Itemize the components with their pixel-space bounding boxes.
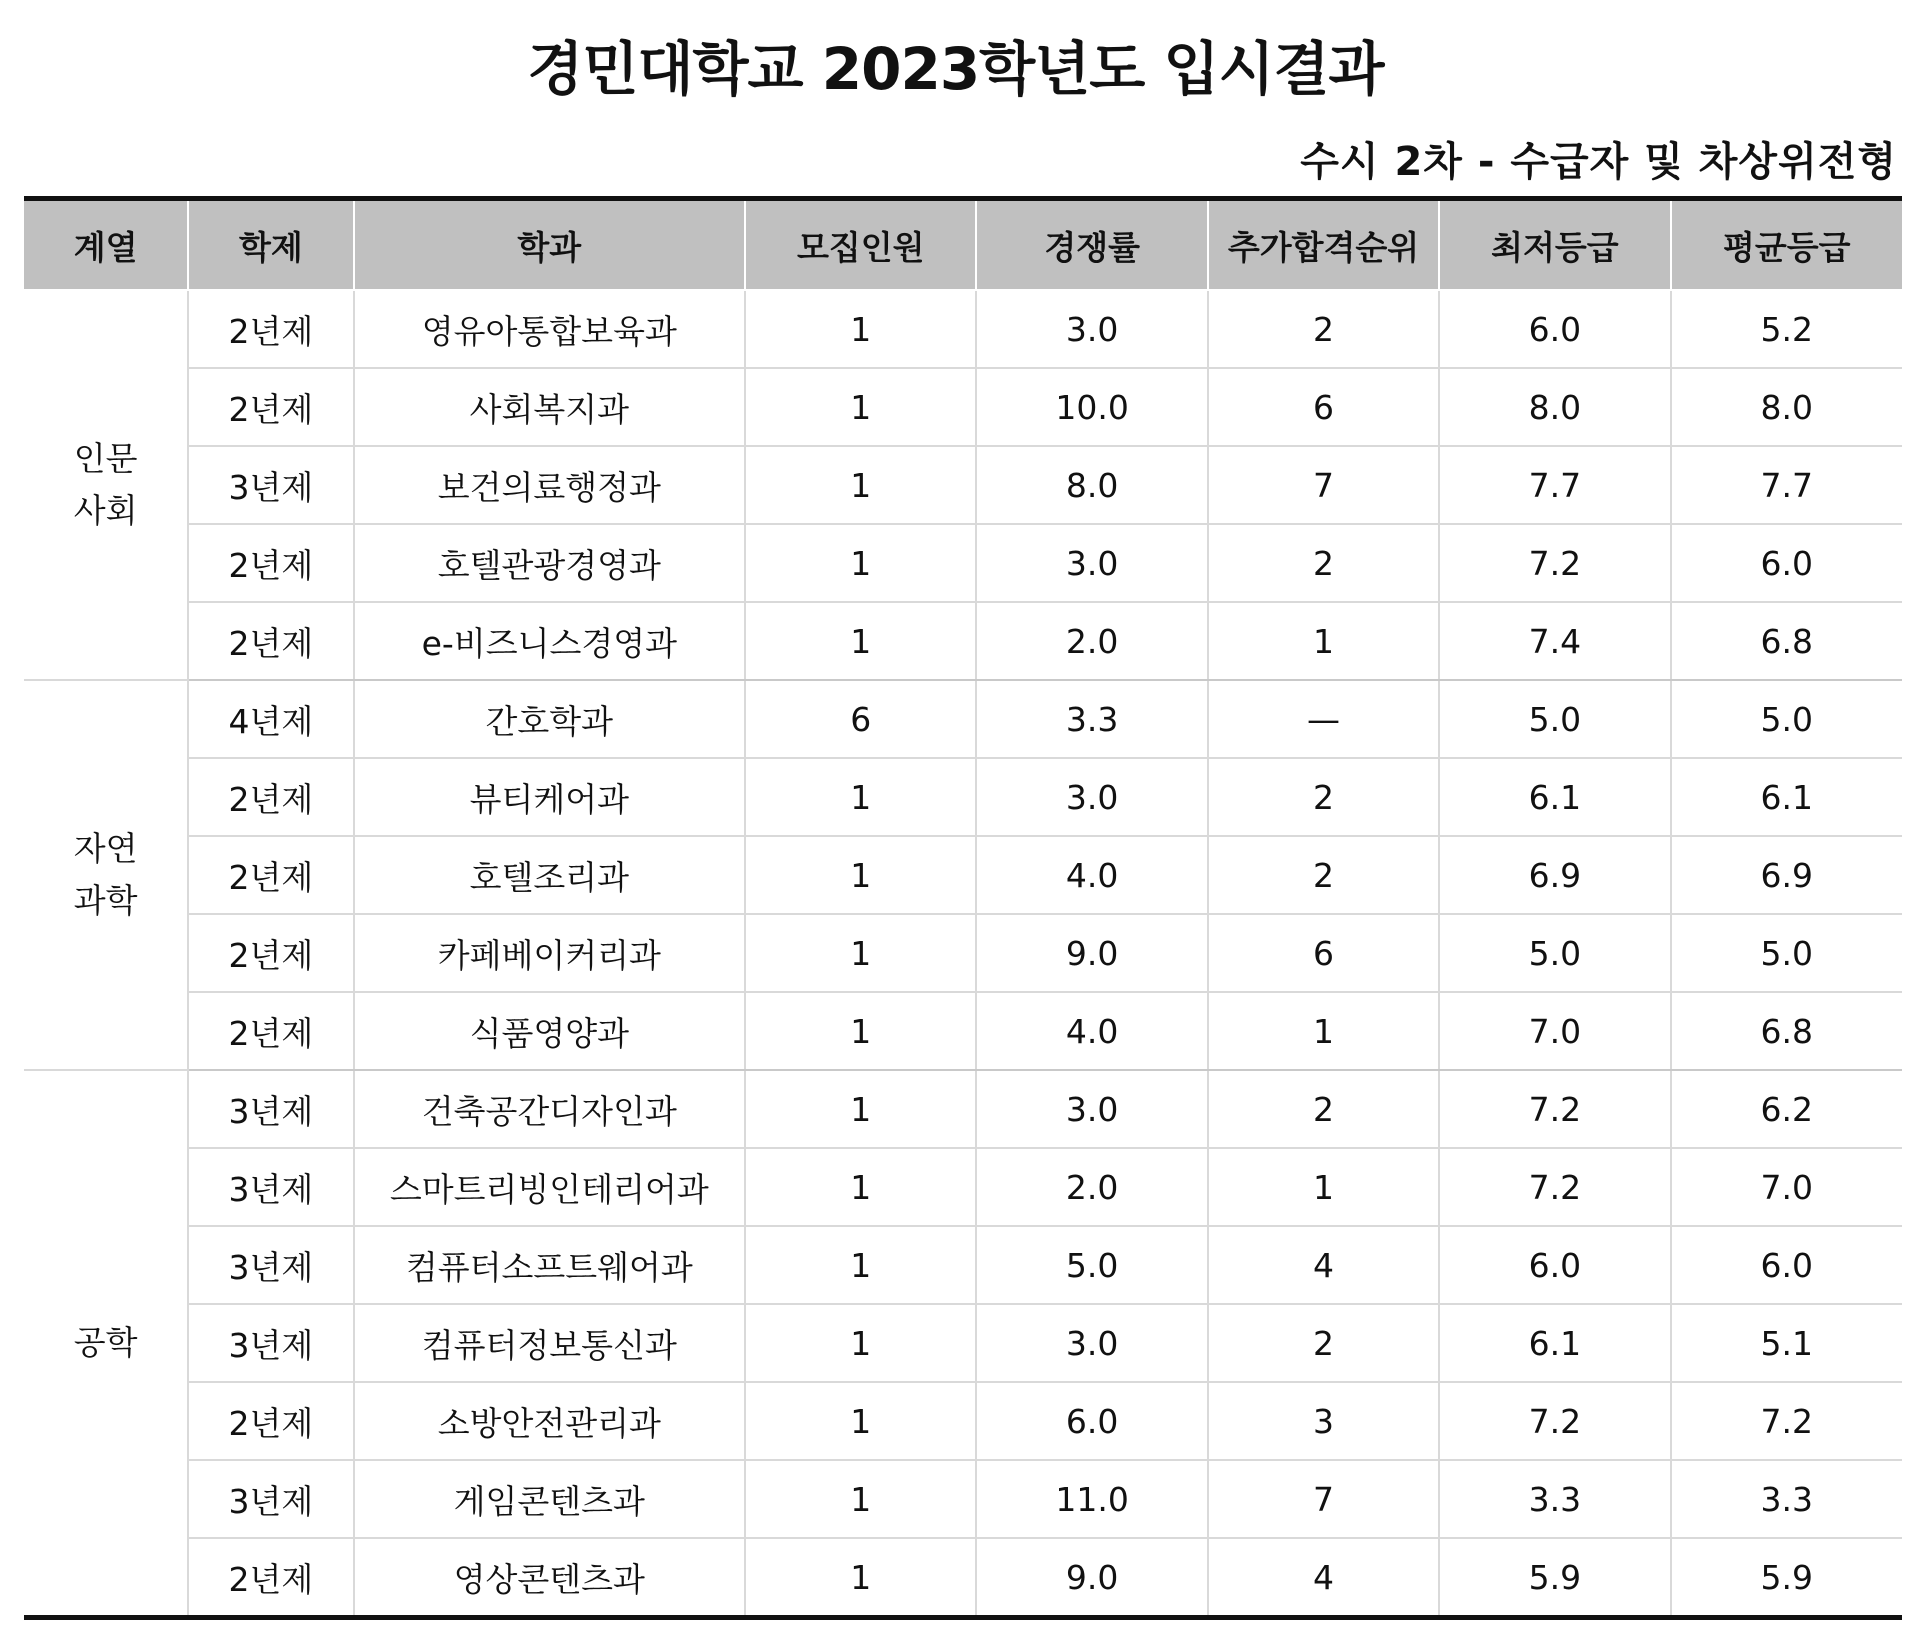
quota-cell: 1 xyxy=(745,1304,976,1382)
quota-cell: 1 xyxy=(745,602,976,680)
header-average-grade: 평균등급 xyxy=(1671,199,1902,291)
page-title: 경민대학교 2023학년도 입시결과 xyxy=(527,35,1384,103)
additional-rank-cell: 2 xyxy=(1208,524,1439,602)
quota-cell: 1 xyxy=(745,1538,976,1618)
competition-rate-cell: 3.0 xyxy=(976,1304,1207,1382)
years-cell: 2년제 xyxy=(188,914,353,992)
lowest-grade-cell: 7.7 xyxy=(1439,446,1670,524)
additional-rank-cell: 2 xyxy=(1208,836,1439,914)
header-quota: 모집인원 xyxy=(745,199,976,291)
table-row xyxy=(24,1070,1902,1148)
additional-rank-cell: 1 xyxy=(1208,992,1439,1070)
lowest-grade-cell: 7.0 xyxy=(1439,992,1670,1070)
quota-cell: 1 xyxy=(745,914,976,992)
average-grade-cell: 6.8 xyxy=(1671,602,1902,680)
lowest-grade-cell: 3.3 xyxy=(1439,1460,1670,1538)
table-body xyxy=(24,290,1902,1618)
additional-rank-cell: 3 xyxy=(1208,1382,1439,1460)
additional-rank-cell: 4 xyxy=(1208,1538,1439,1618)
years-cell: 2년제 xyxy=(188,1382,353,1460)
table-header xyxy=(24,199,1902,291)
lowest-grade-cell: 7.2 xyxy=(1439,1070,1670,1148)
department-cell: 호텔조리과 xyxy=(354,836,746,914)
lowest-grade-cell: 8.0 xyxy=(1439,368,1670,446)
competition-rate-cell: 9.0 xyxy=(976,1538,1207,1618)
department-cell: 건축공간디자인과 xyxy=(354,1070,746,1148)
lowest-grade-cell: 7.2 xyxy=(1439,1382,1670,1460)
average-grade-cell: 5.0 xyxy=(1671,680,1902,758)
table-row xyxy=(24,602,1902,680)
quota-cell: 1 xyxy=(745,1226,976,1304)
table-row xyxy=(24,758,1902,836)
competition-rate-cell: 4.0 xyxy=(976,992,1207,1070)
additional-rank-cell: 7 xyxy=(1208,1460,1439,1538)
additional-rank-cell: 1 xyxy=(1208,602,1439,680)
quota-cell: 1 xyxy=(745,1148,976,1226)
department-cell: 소방안전관리과 xyxy=(354,1382,746,1460)
header-department: 학과 xyxy=(354,199,746,291)
table-row xyxy=(24,836,1902,914)
table-row xyxy=(24,1226,1902,1304)
lowest-grade-cell: 6.1 xyxy=(1439,1304,1670,1382)
years-cell: 3년제 xyxy=(188,1226,353,1304)
average-grade-cell: 6.0 xyxy=(1671,524,1902,602)
quota-cell: 6 xyxy=(745,680,976,758)
quota-cell: 1 xyxy=(745,524,976,602)
department-cell: 카페베이커리과 xyxy=(354,914,746,992)
page-subtitle: 수시 2차 - 수급자 및 차상위전형 xyxy=(1300,139,1897,185)
competition-rate-cell: 2.0 xyxy=(976,602,1207,680)
header-lowest-grade: 최저등급 xyxy=(1439,199,1670,291)
quota-cell: 1 xyxy=(745,1382,976,1460)
additional-rank-cell: 1 xyxy=(1208,1148,1439,1226)
table-row xyxy=(24,368,1902,446)
competition-rate-cell: 8.0 xyxy=(976,446,1207,524)
competition-rate-cell: 3.0 xyxy=(976,290,1207,368)
lowest-grade-cell: 5.0 xyxy=(1439,914,1670,992)
quota-cell: 1 xyxy=(745,758,976,836)
years-cell: 2년제 xyxy=(188,992,353,1070)
department-cell: 식품영양과 xyxy=(354,992,746,1070)
competition-rate-cell: 11.0 xyxy=(976,1460,1207,1538)
table-row xyxy=(24,992,1902,1070)
department-cell: 뷰티케어과 xyxy=(354,758,746,836)
average-grade-cell: 5.2 xyxy=(1671,290,1902,368)
department-cell: 컴퓨터소프트웨어과 xyxy=(354,1226,746,1304)
additional-rank-cell: 6 xyxy=(1208,914,1439,992)
table-row xyxy=(24,524,1902,602)
average-grade-cell: 8.0 xyxy=(1671,368,1902,446)
average-grade-cell: 7.7 xyxy=(1671,446,1902,524)
lowest-grade-cell: 7.2 xyxy=(1439,524,1670,602)
table-row xyxy=(24,290,1902,368)
additional-rank-cell: — xyxy=(1208,680,1439,758)
department-cell: e-비즈니스경영과 xyxy=(354,602,746,680)
years-cell: 3년제 xyxy=(188,1148,353,1226)
years-cell: 4년제 xyxy=(188,680,353,758)
department-cell: 스마트리빙인테리어과 xyxy=(354,1148,746,1226)
additional-rank-cell: 4 xyxy=(1208,1226,1439,1304)
quota-cell: 1 xyxy=(745,446,976,524)
additional-rank-cell: 2 xyxy=(1208,758,1439,836)
average-grade-cell: 6.8 xyxy=(1671,992,1902,1070)
department-cell: 컴퓨터정보통신과 xyxy=(354,1304,746,1382)
competition-rate-cell: 6.0 xyxy=(976,1382,1207,1460)
competition-rate-cell: 5.0 xyxy=(976,1226,1207,1304)
lowest-grade-cell: 6.0 xyxy=(1439,290,1670,368)
header-years: 학제 xyxy=(188,199,353,291)
field-cell: 자연 과학 xyxy=(24,680,188,1070)
additional-rank-cell: 2 xyxy=(1208,1304,1439,1382)
lowest-grade-cell: 6.0 xyxy=(1439,1226,1670,1304)
header-field: 계열 xyxy=(24,199,188,291)
years-cell: 2년제 xyxy=(188,1538,353,1618)
competition-rate-cell: 2.0 xyxy=(976,1148,1207,1226)
years-cell: 2년제 xyxy=(188,290,353,368)
competition-rate-cell: 3.0 xyxy=(976,524,1207,602)
department-cell: 영유아통합보육과 xyxy=(354,290,746,368)
competition-rate-cell: 9.0 xyxy=(976,914,1207,992)
table-row xyxy=(24,1148,1902,1226)
average-grade-cell: 6.2 xyxy=(1671,1070,1902,1148)
years-cell: 2년제 xyxy=(188,836,353,914)
competition-rate-cell: 10.0 xyxy=(976,368,1207,446)
department-cell: 보건의료행정과 xyxy=(354,446,746,524)
lowest-grade-cell: 5.9 xyxy=(1439,1538,1670,1618)
department-cell: 사회복지과 xyxy=(354,368,746,446)
department-cell: 영상콘텐츠과 xyxy=(354,1538,746,1618)
competition-rate-cell: 3.3 xyxy=(976,680,1207,758)
table-row xyxy=(24,446,1902,524)
years-cell: 3년제 xyxy=(188,1460,353,1538)
average-grade-cell: 7.2 xyxy=(1671,1382,1902,1460)
quota-cell: 1 xyxy=(745,368,976,446)
lowest-grade-cell: 7.2 xyxy=(1439,1148,1670,1226)
years-cell: 2년제 xyxy=(188,524,353,602)
competition-rate-cell: 3.0 xyxy=(976,1070,1207,1148)
table-row xyxy=(24,1382,1902,1460)
average-grade-cell: 6.9 xyxy=(1671,836,1902,914)
department-cell: 호텔관광경영과 xyxy=(354,524,746,602)
field-cell: 공학 xyxy=(24,1070,188,1618)
competition-rate-cell: 4.0 xyxy=(976,836,1207,914)
quota-cell: 1 xyxy=(745,290,976,368)
average-grade-cell: 3.3 xyxy=(1671,1460,1902,1538)
header-additional-rank: 추가합격순위 xyxy=(1208,199,1439,291)
lowest-grade-cell: 6.1 xyxy=(1439,758,1670,836)
average-grade-cell: 5.1 xyxy=(1671,1304,1902,1382)
quota-cell: 1 xyxy=(745,1460,976,1538)
table-row xyxy=(24,680,1902,758)
years-cell: 2년제 xyxy=(188,368,353,446)
years-cell: 3년제 xyxy=(188,446,353,524)
additional-rank-cell: 7 xyxy=(1208,446,1439,524)
table-row xyxy=(24,1538,1902,1618)
additional-rank-cell: 6 xyxy=(1208,368,1439,446)
additional-rank-cell: 2 xyxy=(1208,1070,1439,1148)
table-row xyxy=(24,914,1902,992)
header-row xyxy=(24,199,1902,291)
years-cell: 2년제 xyxy=(188,758,353,836)
quota-cell: 1 xyxy=(745,836,976,914)
header-competition-rate: 경쟁률 xyxy=(976,199,1207,291)
table-row xyxy=(24,1460,1902,1538)
years-cell: 3년제 xyxy=(188,1070,353,1148)
quota-cell: 1 xyxy=(745,992,976,1070)
department-cell: 간호학과 xyxy=(354,680,746,758)
table-row xyxy=(24,1304,1902,1382)
field-cell: 인문 사회 xyxy=(24,290,188,680)
lowest-grade-cell: 6.9 xyxy=(1439,836,1670,914)
average-grade-cell: 6.1 xyxy=(1671,758,1902,836)
years-cell: 3년제 xyxy=(188,1304,353,1382)
lowest-grade-cell: 5.0 xyxy=(1439,680,1670,758)
average-grade-cell: 7.0 xyxy=(1671,1148,1902,1226)
years-cell: 2년제 xyxy=(188,602,353,680)
additional-rank-cell: 2 xyxy=(1208,290,1439,368)
quota-cell: 1 xyxy=(745,1070,976,1148)
average-grade-cell: 6.0 xyxy=(1671,1226,1902,1304)
admission-results-table xyxy=(24,196,1902,1620)
department-cell: 게임콘텐츠과 xyxy=(354,1460,746,1538)
lowest-grade-cell: 7.4 xyxy=(1439,602,1670,680)
average-grade-cell: 5.0 xyxy=(1671,914,1902,992)
competition-rate-cell: 3.0 xyxy=(976,758,1207,836)
average-grade-cell: 5.9 xyxy=(1671,1538,1902,1618)
